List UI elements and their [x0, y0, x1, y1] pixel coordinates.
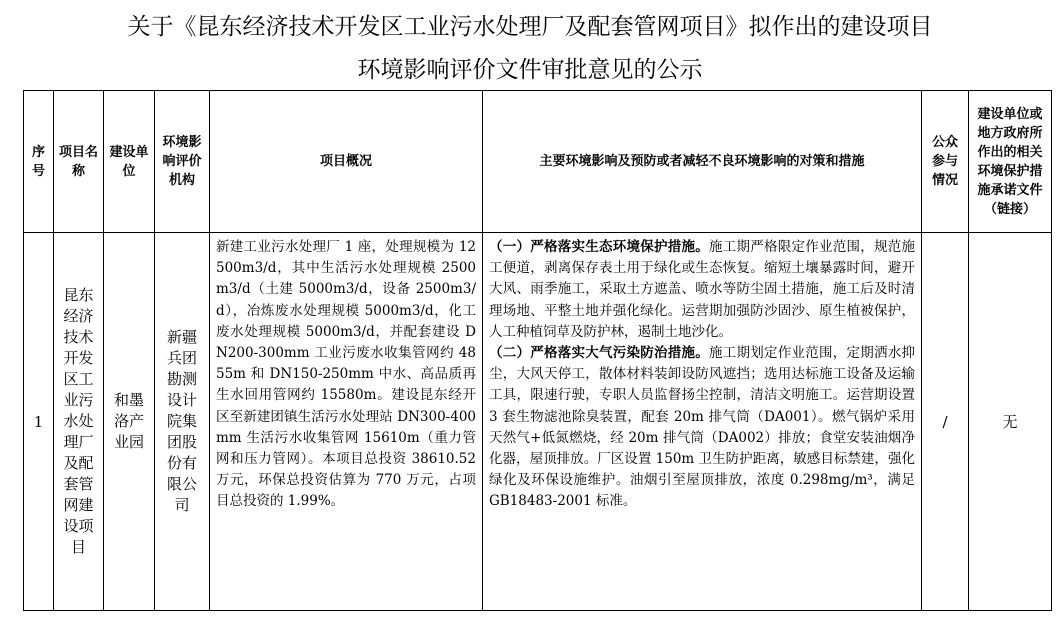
header-public-participation: 公众参与情况	[922, 91, 969, 233]
header-project-name: 项目名称	[54, 91, 104, 233]
document-title	[0, 6, 1060, 92]
table-row	[24, 233, 1052, 611]
header-row	[24, 91, 1052, 233]
row-commitment: 无	[969, 233, 1052, 611]
row-public-participation: /	[922, 233, 969, 611]
header-eia-agency: 环境影响评价机构	[155, 91, 210, 233]
approval-table	[23, 90, 1052, 611]
header-builder: 建设单位	[104, 91, 155, 233]
title-line-2: 环境影响评价文件审批意见的公示	[357, 57, 703, 83]
row-eia-agency: 新疆兵团勘测设计院集团股份有限公司	[155, 233, 210, 611]
measures-p1-body: 施工期严格限定作业范围，规范施工便道，剥离保存表土用于绿化或生态恢复。缩短土壤暴露时间，避开大风、雨季施工，采取土方遮盖、喷水等防尘固土措施，施工后及时清理场地、平整土地并强化绿化。运营期加强防沙固沙、原生植被保护，人工种植饲草及防护林，遏制土地沙化。	[489, 239, 915, 340]
measures-p2-body: 施工期划定作业范围，定期洒水抑尘，大风天停工，散体材料装卸设防风遮挡；选用达标施工设备及运输工具，限速行驶，专职人员监督扬尘控制，清洁文明施工。运营期设置 3 套生物滤池除臭装置，配套 20m 排气筒（DA001）。燃气锅炉采用天然气+低氮燃烧，经 20m 排气筒（DA002）排放；食堂安装油烟净化器，屋顶排放。厂区设置 150m 卫生防护距离，敏感目标禁建，强化绿化及环保设施维护。油烟引至屋顶排放，浓度 0.298mg/m³，满足 GB18483-2001 标准。	[489, 345, 915, 510]
row-index: 1	[24, 233, 54, 611]
header-index: 序号	[24, 91, 54, 233]
header-commitment: 建设单位或地方政府所作出的相关环境保护措施承诺文件（链接）	[969, 91, 1052, 233]
measures-p1-heading: （一）严格落实生态环境保护措施。	[489, 239, 709, 255]
measures-paragraph-2	[489, 343, 915, 513]
row-builder: 和墨洛产业园	[104, 233, 155, 611]
measures-p2-heading: （二）严格落实大气污染防治措施。	[489, 345, 709, 362]
measures-paragraph-1	[489, 237, 915, 343]
row-project-name: 昆东经济技术开发区工业污水处理厂及配套管网建设项目	[54, 233, 104, 611]
header-measures: 主要环境影响及预防或者减轻不良环境影响的对策和措施	[483, 91, 922, 233]
title-line-1: 关于《昆东经济技术开发区工业污水处理厂及配套管网项目》拟作出的建设项目	[127, 14, 933, 40]
row-measures	[483, 233, 922, 611]
row-overview: 新建工业污水处理厂 1 座，处理规模为 12500m3/d，其中生活污水处理规模 2500m3/d（土建 5000m3/d，设备 2500m3/d），冶炼废水处理规模 5000m3/d，化工废水处理规模 5000m3/d，并配套建设 DN200-300mm 工业污废水收集管网约 4855m 和 DN150-250mm 中水、高品质再生水回用管网约 15580m。建设昆东经开区至新建团镇生活污水处理站 DN300-400mm 生活污水收集管网 15610m（重力管网和压力管网）。本项目总投资 38610.52 万元，环保总投资估算为 770 万元，占项目总投资的 1.99%。	[210, 233, 483, 611]
header-overview: 项目概况	[210, 91, 483, 233]
